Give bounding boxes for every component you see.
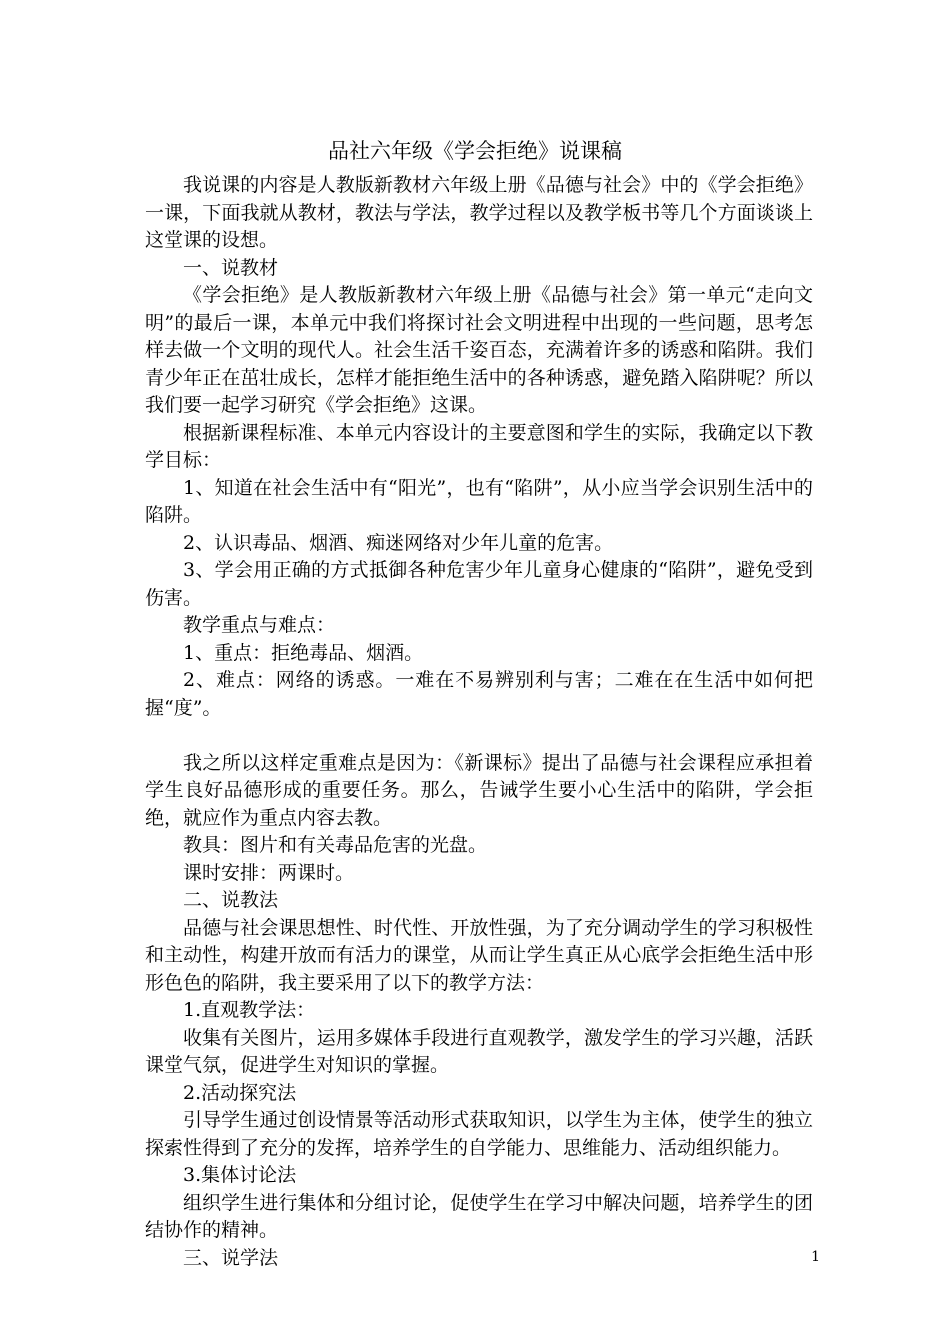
heading-section-3: 三、说学法 bbox=[183, 1246, 279, 1269]
paragraph-method-1: 收集有关图片，运用多媒体手段进行直观教学，激发学生的学习兴趣，活跃课堂气氛，促进学生对知识的掌握。 bbox=[145, 1026, 813, 1076]
paragraph-key-point: 1、重点：拒绝毒品、烟酒。 bbox=[183, 641, 424, 664]
blank-line bbox=[145, 722, 813, 750]
paragraph-method-3: 组织学生进行集体和分组讨论，促使学生在学习中解决问题，培养学生的团结协作的精神。 bbox=[145, 1191, 813, 1241]
paragraph-goal-3: 3、学会用正确的方式抵御各种危害少年儿童身心健康的“陷阱”，避免受到伤害。 bbox=[145, 559, 813, 609]
page-number: 1 bbox=[811, 1249, 820, 1265]
heading-section-2: 二、说教法 bbox=[183, 889, 279, 911]
heading-section-1: 一、说教材 bbox=[183, 256, 279, 279]
paragraph-goal-2: 2、认识毒品、烟酒、痴迷网络对少年儿童的危害。 bbox=[183, 531, 614, 554]
heading-method-3: 3.集体讨论法 bbox=[183, 1164, 297, 1186]
paragraph-reason: 我之所以这样定重难点是因为：《新课标》提出了品德与社会课程应承担着学生良好品德形成的重要任务。那么，告诫学生要小心生活中的陷阱，学会拒绝，就应作为重点内容去教。 bbox=[145, 751, 813, 829]
paragraph-teaching-aids: 教具：图片和有关毒品危害的光盘。 bbox=[183, 834, 488, 856]
paragraph-goal-1: 1、知道在社会生活中有“阳光”，也有“陷阱”，从小应当学会识别生活中的陷阱。 bbox=[145, 476, 813, 526]
heading-method-1: 1.直观教学法： bbox=[183, 999, 316, 1021]
paragraph-key-points-heading: 教学重点与难点： bbox=[183, 614, 336, 636]
paragraph-schedule: 课时安排：两课时。 bbox=[183, 861, 355, 884]
heading-method-2: 2.活动探究法 bbox=[183, 1081, 297, 1104]
paragraph-goals-intro: 根据新课程标准、本单元内容设计的主要意图和学生的实际，我确定以下教学目标： bbox=[145, 421, 813, 471]
document-title: 品社六年级《学会拒绝》说课稿 bbox=[328, 139, 622, 163]
paragraph-intro: 我说课的内容是人教版新教材六年级上册《品德与社会》中的《学会拒绝》一课，下面我就从教材，教法与学法，教学过程以及教学板书等几个方面谈谈上这堂课的设想。 bbox=[145, 174, 813, 251]
paragraph-difficult-point: 2、难点：网络的诱惑。一难在不易辨别利与害；二难在在生活中如何把握“度”。 bbox=[145, 669, 813, 719]
document-body bbox=[145, 172, 813, 1272]
paragraph-methods-intro: 品德与社会课思想性、时代性、开放性强，为了充分调动学生的学习积极性和主动性，构建开放而有活力的课堂，从而让学生真正从心底学会拒绝生活中形形色色的陷阱，我主要采用了以下的教学方法： bbox=[145, 916, 813, 994]
paragraph-textbook: 《学会拒绝》是人教版新教材六年级上册《品德与社会》第一单元“走向文明”的最后一课，本单元中我们将探讨社会文明进程中出现的一些问题，思考怎样去做一个文明的现代人。社会生活千姿百态，充满着许多的诱惑和陷阱。我们青少年正在茁壮成长，怎样才能拒绝生活中的各种诱惑，避免踏入陷阱呢？所以我们要一起学习研究《学会拒绝》这课。 bbox=[145, 284, 813, 416]
paragraph-method-2: 引导学生通过创设情景等活动形式获取知识，以学生为主体，使学生的独立探索性得到了充分的发挥，培养学生的自学能力、思维能力、活动组织能力。 bbox=[145, 1109, 813, 1159]
